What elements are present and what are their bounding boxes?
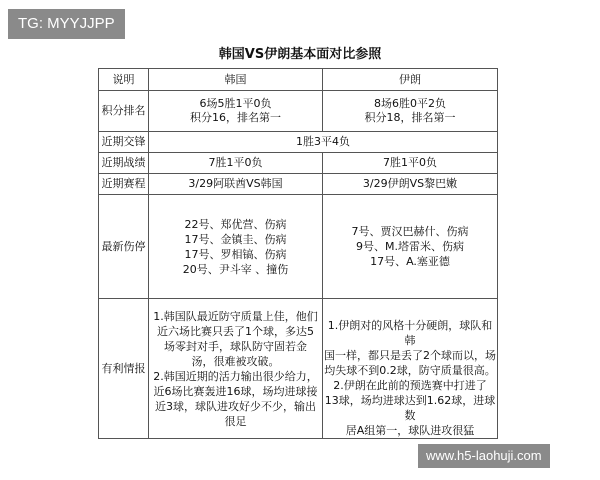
iran-standings: [323, 91, 498, 132]
intel-line: 13球，场均进球达到1.62球，进球数: [324, 394, 496, 422]
iran-intel: [323, 299, 498, 439]
injury-item: 20号、尹斗宰 、撞伤: [182, 262, 289, 276]
row-label: 积分排名: [99, 91, 149, 132]
iran-standings-line: 8场6胜0平2负: [374, 97, 446, 110]
telegram-tag: TG: MYYJJPP: [8, 9, 125, 39]
injury-item: 9号、M.塔雷米、伤病: [356, 240, 464, 253]
injury-item: 22号、郑优营、伤病: [184, 217, 287, 231]
table-row-injuries: [99, 195, 498, 299]
korea-injuries: [149, 195, 323, 299]
table-header-row: [99, 69, 498, 91]
table-row-form: [99, 153, 498, 174]
h2h-value: 1胜3平4负: [149, 132, 498, 153]
watermark: www.h5-laohuji.com: [418, 444, 550, 468]
intel-line: 居A组第一，球队进攻很猛: [345, 424, 475, 437]
header-label: 说明: [99, 69, 149, 91]
intel-line: 均失球不到0.2球，防守质量很高。: [324, 364, 496, 377]
intel-line: 2.伊朗在此前的预选赛中打进了: [333, 379, 487, 392]
injury-item: 17号、A.塞亚德: [370, 255, 450, 268]
iran-injuries: [323, 195, 498, 299]
intel-line: 1.韩国队最近防守质量上佳，他们: [153, 309, 318, 323]
iran-form: 7胜1平0负: [323, 153, 498, 174]
intel-line: 国一样，都只是丢了2个球而以，场: [324, 349, 496, 362]
iran-standings-line: 积分18，排名第一: [364, 111, 456, 124]
korea-form: 7胜1平0负: [149, 153, 323, 174]
intel-line: 很足: [224, 414, 247, 428]
intel-line: 场零封对手，球队防守固若金: [164, 339, 307, 353]
row-label: 近期战绩: [99, 153, 149, 174]
korea-intel: [149, 299, 323, 439]
injury-item: 7号、贾汉巴赫什、伤病: [351, 225, 469, 238]
korea-standings: [149, 91, 323, 132]
row-label: 近期交锋: [99, 132, 149, 153]
header-iran: 伊朗: [323, 69, 498, 91]
intel-line: 汤，很难被攻破。: [191, 354, 280, 368]
intel-line: 2.韩国近期的活力输出很少给力，: [153, 369, 318, 383]
intel-line: 近6场比赛轰进16球，场均进球接: [153, 384, 318, 398]
table-row-standings: [99, 91, 498, 132]
iran-schedule: 3/29伊朗VS黎巴嫩: [323, 174, 498, 195]
table-row-intel: [99, 299, 498, 439]
row-label: 有利情报: [99, 299, 149, 439]
row-label: 最新伤停: [99, 195, 149, 299]
injury-item: 17号、罗相镐、伤病: [184, 247, 287, 261]
intel-line: 近六场比赛只丢了1个球，多达5: [157, 324, 314, 338]
korea-schedule: 3/29阿联酋VS韩国: [149, 174, 323, 195]
table-row-schedule: [99, 174, 498, 195]
injury-item: 17号、金镇圭、伤病: [184, 232, 287, 246]
table-row-h2h: [99, 132, 498, 153]
row-label: 近期赛程: [99, 174, 149, 195]
intel-line: 近3球，球队进攻好少不少，输出: [155, 399, 316, 413]
intel-line: 1.伊朗对的风格十分硬朗，球队和韩: [327, 319, 493, 347]
korea-standings-line: 积分16，排名第一: [190, 111, 281, 124]
comparison-table: [98, 68, 498, 439]
korea-standings-line: 6场5胜1平0负: [199, 97, 272, 110]
header-korea: 韩国: [149, 69, 323, 91]
page-title: 韩国VS伊朗基本面对比参照: [218, 47, 382, 62]
